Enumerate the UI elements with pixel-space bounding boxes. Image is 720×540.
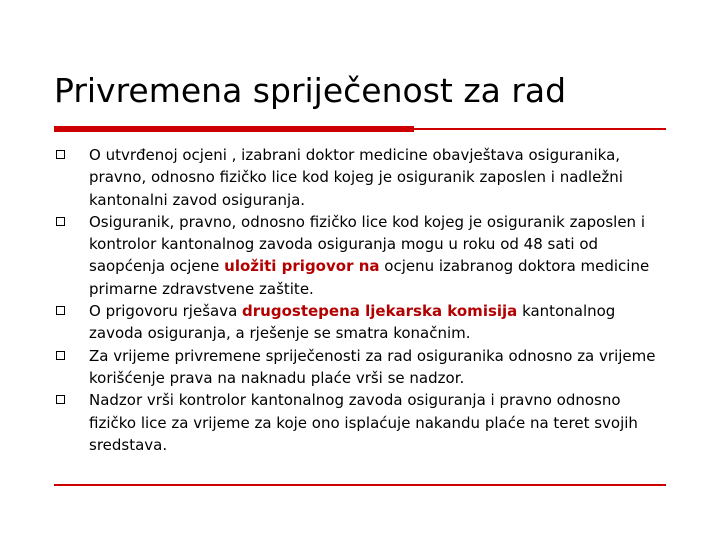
hollow-square-bullet-icon <box>56 306 65 315</box>
bullet-text-after: ocjenu izabranog doktora medicine primarne zdravstvene zaštite. <box>89 257 650 298</box>
bullet-item <box>54 345 664 390</box>
bullet-text-before: Osiguranik, pravno, odnosno fizičko lice kod kojeg je osiguranik zaposlen i kontrolor kantonalnog zavoda osiguranja mogu u roku od 48 sati od saopćenja ocjene <box>89 212 646 276</box>
title-underline <box>54 128 666 130</box>
hollow-square-bullet-icon <box>56 351 65 360</box>
bullet-list <box>54 144 664 456</box>
bullet-text: Nadzor vrši kontrolor kantonalnog zavoda osiguranja i pravno odnosno fizičko lice za vrijeme za koje ono isplaćuje nakandu plaće na teret svojih sredstava. <box>89 391 638 454</box>
bullet-text-before: O prigovoru rješava <box>89 302 243 321</box>
bottom-divider <box>54 484 666 486</box>
highlighted-phrase: uložiti prigovor na <box>224 257 380 276</box>
bullet-item <box>54 389 664 456</box>
bullet-item <box>54 300 664 345</box>
hollow-square-bullet-icon <box>56 150 65 159</box>
hollow-square-bullet-icon <box>56 395 65 404</box>
bullet-item <box>54 211 664 300</box>
slide-title: Privremena spriječenost za rad <box>54 71 567 110</box>
bullet-item <box>54 144 664 211</box>
bullet-text: O utvrđenoj ocjeni , izabrani doktor medicine obavještava osiguranika, pravno, odnosno fizičko lice kod kojeg je osiguranik zaposlen i nadležni kantonalni zavod osiguranja. <box>89 146 623 209</box>
bullet-text: Za vrijeme privremene spriječenosti za rad osiguranika odnosno za vrijeme korišćenje prava na naknadu plaće vrši se nadzor. <box>89 346 656 387</box>
highlighted-phrase: drugostepena ljekarska komisija <box>242 302 518 321</box>
bullet-text-after: kantonalnog zavoda osiguranja, a rješenje se smatra konačnim. <box>89 302 616 343</box>
hollow-square-bullet-icon <box>56 217 65 226</box>
